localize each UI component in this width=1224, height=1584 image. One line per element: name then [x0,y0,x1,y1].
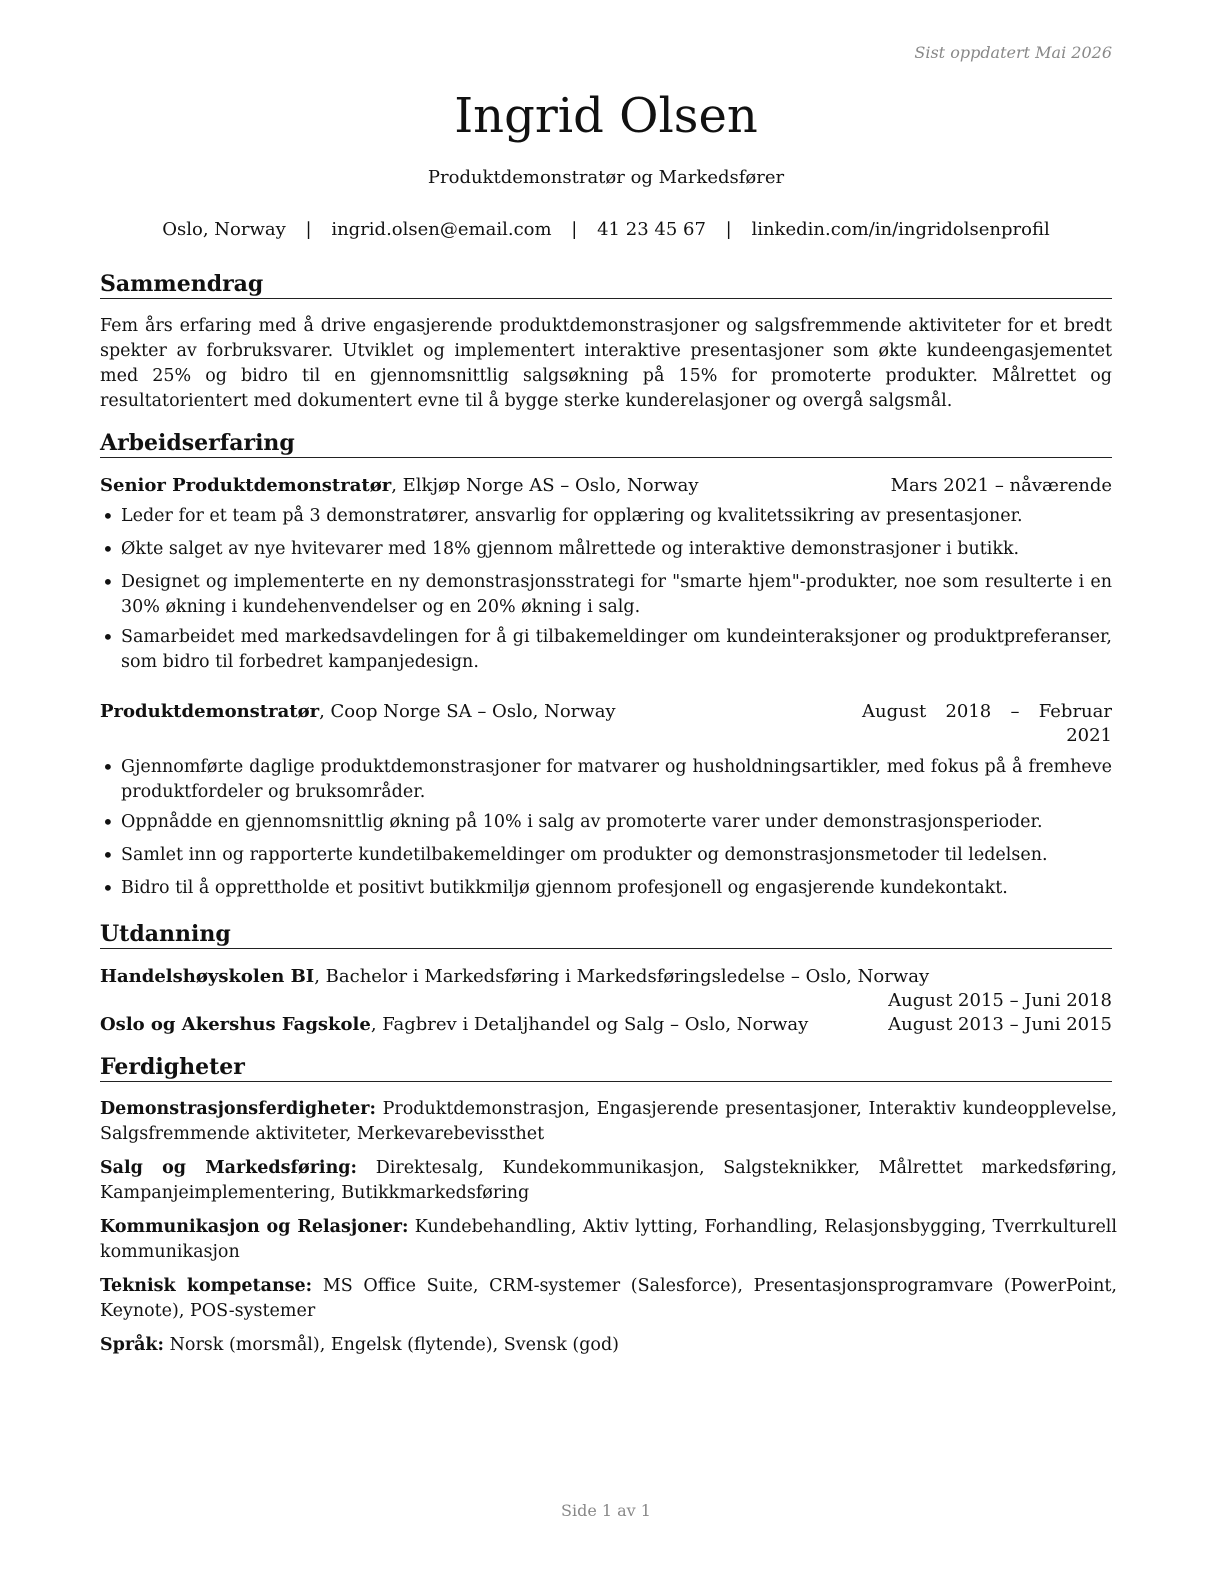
skill-row [100,1333,1117,1358]
candidate-title: Produktdemonstratør og Markedsfører [427,167,785,188]
bullet-item: • Samlet inn og rapporterte kundetilbakemeldinger om produkter og demonstrasjonsmetoder til ledelsen. [100,843,1112,868]
bullet-item: • Økte salget av nye hvitevarer med 18% gjennom målrettede og interaktive demonstrasjoner i butikk. [100,537,1112,562]
contact-phone: 41 23 45 67 [597,219,706,240]
contact-email[interactable]: ingrid.olsen@email.com [331,219,552,240]
contact-location: Oslo, Norway [162,219,286,240]
contact-separator: | [571,219,578,240]
page-number: Side 1 av 1 [561,1501,651,1520]
section-heading-skills: Ferdigheter [100,1053,1112,1082]
job-bullets [100,755,1112,901]
section-heading-summary: Sammendrag [100,270,1112,299]
job-bullets [100,504,1112,675]
skill-label: Teknisk kompetanse: [100,1276,313,1296]
resume-page [100,0,1117,1584]
bullet-item: • Leder for et team på 3 demonstratører, ansvarlig for opplæring og kvalitetssikring av presentasjoner. [100,504,1112,529]
bullet-item: • Samarbeidet med markedsavdelingen for å gi tilbakemeldinger om kundeinteraksjoner og produktpreferanser, som bidro til forbedret kampanjedesign. [100,625,1112,675]
skill-label: Kommunikasjon og Relasjoner: [100,1217,409,1237]
job-org: , Coop Norge SA – Oslo, Norway [319,701,616,722]
education-detail: , Fagbrev i Detaljhandel og Salg – Oslo, Norway [370,1014,809,1035]
job-title-line [100,474,699,498]
summary-text: Fem års erfaring med å drive engasjerende produktdemonstrasjoner og salgsfremmende aktiviteter for et bredt spekter av forbruksvarer. Utviklet og implementert interaktive presentasjoner som økte kundeengasjementet med 25% og bidro til en gjennomsnittlig salgsøkning på 15% for promoterte produkter. Målrettet og resultatorientert med dokumentert evne til å bygge sterke kunderelasjoner og overgå salgsmål. [100,316,1112,411]
section-heading-education: Utdanning [100,920,1112,949]
skill-value: Norsk (morsmål), Engelsk (flytende), Svensk (god) [164,1335,619,1355]
contact-line [100,219,1112,240]
job-header [100,474,1112,498]
bullet-item: • Bidro til å opprettholde et positivt butikkmiljø gjennom profesjonell og engasjerende kundekontakt. [100,876,1112,901]
skill-row [100,1274,1117,1324]
skill-label: Salg og Markedsføring: [100,1158,357,1178]
skill-row [100,1215,1117,1265]
contact-linkedin[interactable]: linkedin.com/in/ingridolsenprofil [751,219,1050,240]
job-dates: August 2018 – Februar 2021 [862,701,1112,746]
skill-value: Direktesalg, Kundekommunikasjon, Salgsteknikker, Målrettet markedsføring, Kampanjeimplementering, Butikkmarkedsføring [100,1158,1117,1203]
education-item [100,1013,1112,1037]
education-dates: August 2013 – Juni 2015 [888,1014,1112,1035]
job-title-line [100,700,616,724]
job-dates: Mars 2021 – nåværende [890,475,1112,496]
contact-separator: | [305,219,312,240]
education-line [100,965,929,989]
skill-label: Språk: [100,1335,165,1355]
contact-separator: | [725,219,732,240]
candidate-name: Ingrid Olsen [454,88,758,144]
skill-row [100,1156,1117,1206]
last-updated: Sist oppdatert Mai 2026 [914,43,1112,62]
job-org: , Elkjøp Norge AS – Oslo, Norway [391,475,699,496]
skill-value: MS Office Suite, CRM-systemer (Salesforce), Presentasjonsprogramvare (PowerPoint, Keynote), POS-systemer [100,1276,1117,1321]
education-item [100,965,1112,1013]
skill-value: Kundebehandling, Aktiv lytting, Forhandling, Relasjonsbygging, Tverrkulturell kommunikasjon [100,1217,1117,1262]
education-line [100,1013,808,1037]
skill-row [100,1097,1117,1147]
job-header [100,700,1112,748]
bullet-item: • Oppnådde en gjennomsnittlig økning på 10% i salg av promoterte varer under demonstrasjonsperioder. [100,810,1112,835]
section-heading-experience: Arbeidserfaring [100,429,1112,458]
job-role: Senior Produktdemonstratør [100,475,392,496]
education-detail: , Bachelor i Markedsføring i Markedsføringsledelse – Oslo, Norway [314,966,930,987]
job-role: Produktdemonstratør [100,701,320,722]
education-school: Oslo og Akershus Fagskole [100,1014,371,1035]
education-dates: August 2015 – Juni 2018 [888,990,1112,1011]
skill-value: Produktdemonstrasjon, Engasjerende presentasjoner, Interaktiv kundeopplevelse, Salgsfremmende aktiviteter, Merkevarebevissthet [100,1099,1117,1144]
bullet-item: • Gjennomførte daglige produktdemonstrasjoner for matvarer og husholdningsartikler, med fokus på å fremheve produktfordeler og bruksområder. [100,755,1112,805]
skill-label: Demonstrasjonsferdigheter: [100,1099,376,1119]
education-school: Handelshøyskolen BI [100,966,315,987]
bullet-item: • Designet og implementerte en ny demonstrasjonsstrategi for "smarte hjem"-produkter, noe som resulterte i en 30% økning i kundehenvendelser og en 20% økning i salg. [100,570,1112,620]
